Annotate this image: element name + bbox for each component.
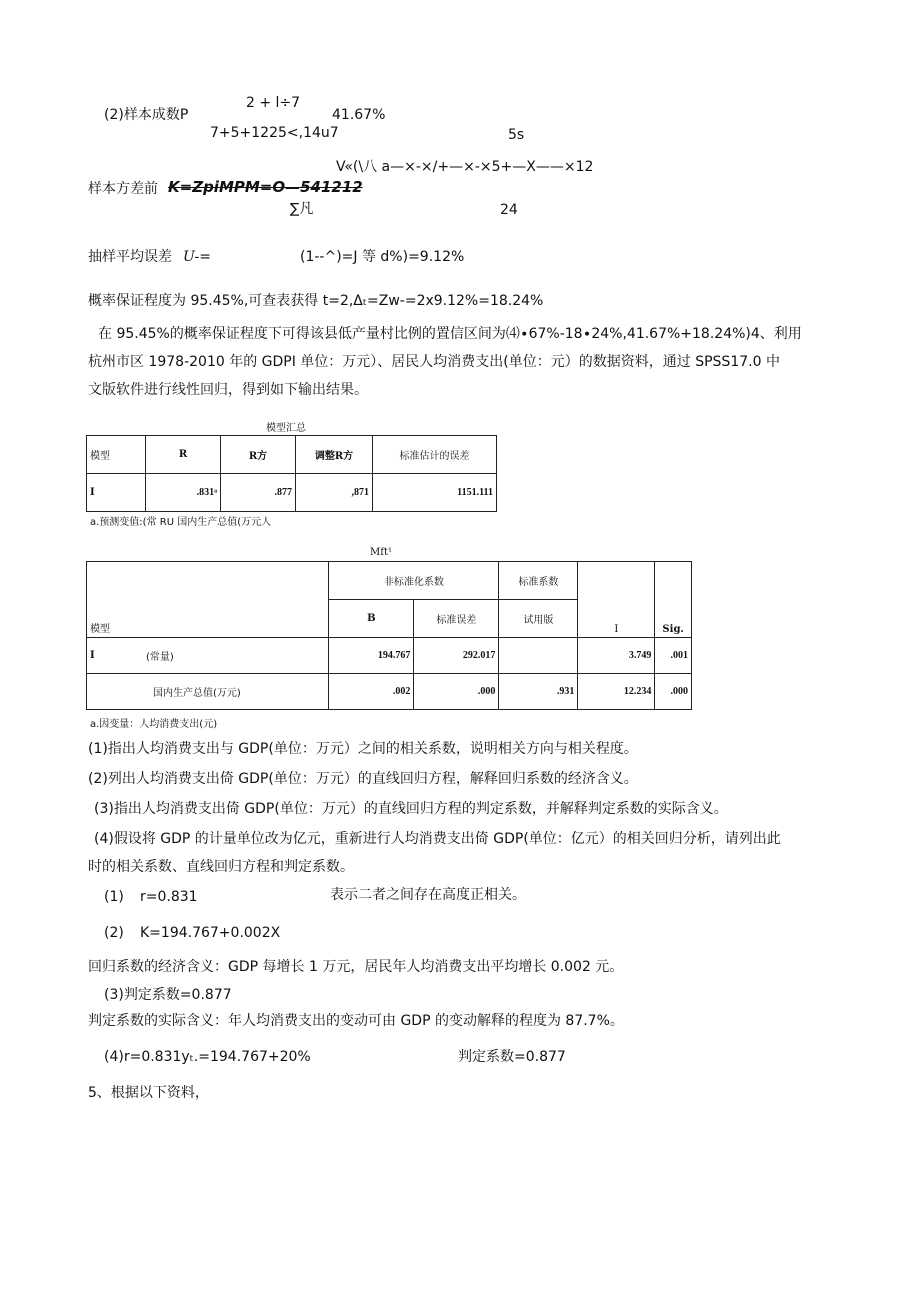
header-model: 模型 bbox=[87, 562, 329, 638]
table-cell bbox=[499, 638, 578, 674]
answer-1-text: 表示二者之间存在高度正相关。 bbox=[330, 887, 526, 903]
table-cell: .000 bbox=[655, 674, 692, 710]
question-1: (1)指出人均消费支出与 GDP(单位：万元）之间的相关系数，说明相关方向与相关程度。 bbox=[88, 741, 638, 757]
answer-3-value: (3)判定系数=0.877 bbox=[104, 987, 232, 1003]
table-cell: 国内生产总值(万元) bbox=[143, 674, 329, 710]
table-cell: 1151.111 bbox=[373, 474, 497, 512]
table-cell: .831ᵃ bbox=[146, 474, 221, 512]
answer-2-num: (2) bbox=[104, 925, 124, 941]
answer-4-value: (4)r=0.831yₜ.=194.767+20% bbox=[104, 1049, 311, 1065]
proportion-numerator: 2 + l÷7 bbox=[246, 95, 301, 111]
header-standardized: 标准系数 bbox=[499, 562, 578, 600]
table-cell: .000 bbox=[414, 674, 499, 710]
table-cell: .877 bbox=[221, 474, 296, 512]
sampling-error-label: 抽样平均误差 bbox=[88, 249, 172, 265]
answer-2-value: K=194.767+0.002X bbox=[140, 925, 281, 941]
question-4: (4)假设将 GDP 的计量单位改为亿元，重新进行人均消费支出倚 GDP(单位：亿元）的相关回归分析，请列出此 bbox=[94, 831, 781, 847]
header-cell: 标准估计的误差 bbox=[373, 436, 497, 474]
table-cell: .002 bbox=[329, 674, 414, 710]
header-cell: R方 bbox=[221, 436, 296, 474]
proportion-denominator: 7+5+1225<,14u7 bbox=[210, 125, 339, 141]
answer-4-r2: 判定系数=0.877 bbox=[458, 1049, 566, 1065]
sampling-error-formula: (1--^)=J 等 d%)=9.12% bbox=[300, 249, 465, 265]
u-symbol: U-= bbox=[183, 249, 212, 265]
table1-note: a.预测变值:(常 RU 国内生产总值(万元人 bbox=[90, 517, 272, 528]
proportion-value: 41.67% bbox=[332, 107, 386, 123]
sample-proportion-label: (2)样本成数P bbox=[104, 107, 189, 123]
table-cell: I bbox=[87, 474, 146, 512]
sum-symbol: ∑凡 bbox=[290, 201, 314, 217]
header-cell: 调整R方 bbox=[296, 436, 373, 474]
paragraph-line: 杭州市区 1978-2010 年的 GDPI 单位：万元）、居民人均消费支出(单位：元）的数据资料，通过 SPSS17.0 中 bbox=[88, 354, 780, 370]
answer-1-value: r=0.831 bbox=[140, 889, 198, 905]
header-cell: 模型 bbox=[87, 436, 146, 474]
question-4-cont: 时的相关系数、直线回归方程和判定系数。 bbox=[88, 859, 354, 875]
question-3: (3)指出人均消费支出倚 GDP(单位：万元）的直线回归方程的判定系数，并解释判定系数的实际含义。 bbox=[94, 801, 728, 817]
table-cell: I bbox=[87, 638, 144, 674]
table-cell: (常量) bbox=[143, 638, 329, 674]
table-cell: .001 bbox=[655, 638, 692, 674]
table-cell: ,871 bbox=[296, 474, 373, 512]
variance-formula: K=ZpiMPM=O—541212 bbox=[168, 178, 363, 196]
variance-expression: V«(\八 a—×-×/+—×-×5+—X——×12 bbox=[336, 159, 594, 175]
header-cell: R bbox=[146, 436, 221, 474]
paragraph-line: 在 95.45%的概率保证程度下可得该县低产量村比例的置信区间为⑷∙67%-18∙24%,41.67%+18.24%)4、利用 bbox=[98, 326, 802, 342]
n-24: 24 bbox=[500, 202, 518, 218]
table1-caption: 模型汇总 bbox=[266, 423, 306, 434]
probability-line: 概率保证程度为 95.45%,可查表获得 t=2,Δₜ=Zw-=2x9.12%=18.24% bbox=[88, 293, 544, 309]
header-beta: 试用版 bbox=[499, 600, 578, 638]
model-summary-table bbox=[86, 435, 497, 512]
table2-note: a.因变量：人均消费支出(元) bbox=[90, 719, 218, 730]
question-2: (2)列出人均消费支出倚 GDP(单位：万元）的直线回归方程，解释回归系数的经济含义。 bbox=[88, 771, 638, 787]
table-cell: 12.234 bbox=[578, 674, 655, 710]
header-t: I bbox=[578, 562, 655, 638]
coefficients-table bbox=[86, 561, 692, 710]
next-item: 5、根据以下资料， bbox=[88, 1085, 209, 1101]
answer-1-num: (1) bbox=[104, 889, 124, 905]
table-cell bbox=[87, 674, 144, 710]
answer-3-explanation: 判定系数的实际含义：年人均消费支出的变动可由 GDP 的变动解释的程度为 87.7%。 bbox=[88, 1013, 624, 1029]
header-sig: Sig. bbox=[655, 562, 692, 638]
header-std-error: 标准误差 bbox=[414, 600, 499, 638]
paragraph-line: 文版软件进行线性回归，得到如下输出结果。 bbox=[88, 382, 368, 398]
table2-caption: Mft¹ bbox=[370, 547, 392, 558]
table-cell: .931 bbox=[499, 674, 578, 710]
table-cell: 292.017 bbox=[414, 638, 499, 674]
variance-label: 样本方差前 bbox=[88, 181, 158, 197]
header-unstandardized: 非标准化系数 bbox=[329, 562, 499, 600]
table-cell: 3.749 bbox=[578, 638, 655, 674]
table-cell: 194.767 bbox=[329, 638, 414, 674]
answer-2-explanation: 回归系数的经济含义：GDP 每增长 1 万元，居民年人均消费支出平均增长 0.002 元。 bbox=[88, 959, 624, 975]
header-b: B bbox=[329, 600, 414, 638]
n-5s: 5s bbox=[508, 127, 525, 143]
